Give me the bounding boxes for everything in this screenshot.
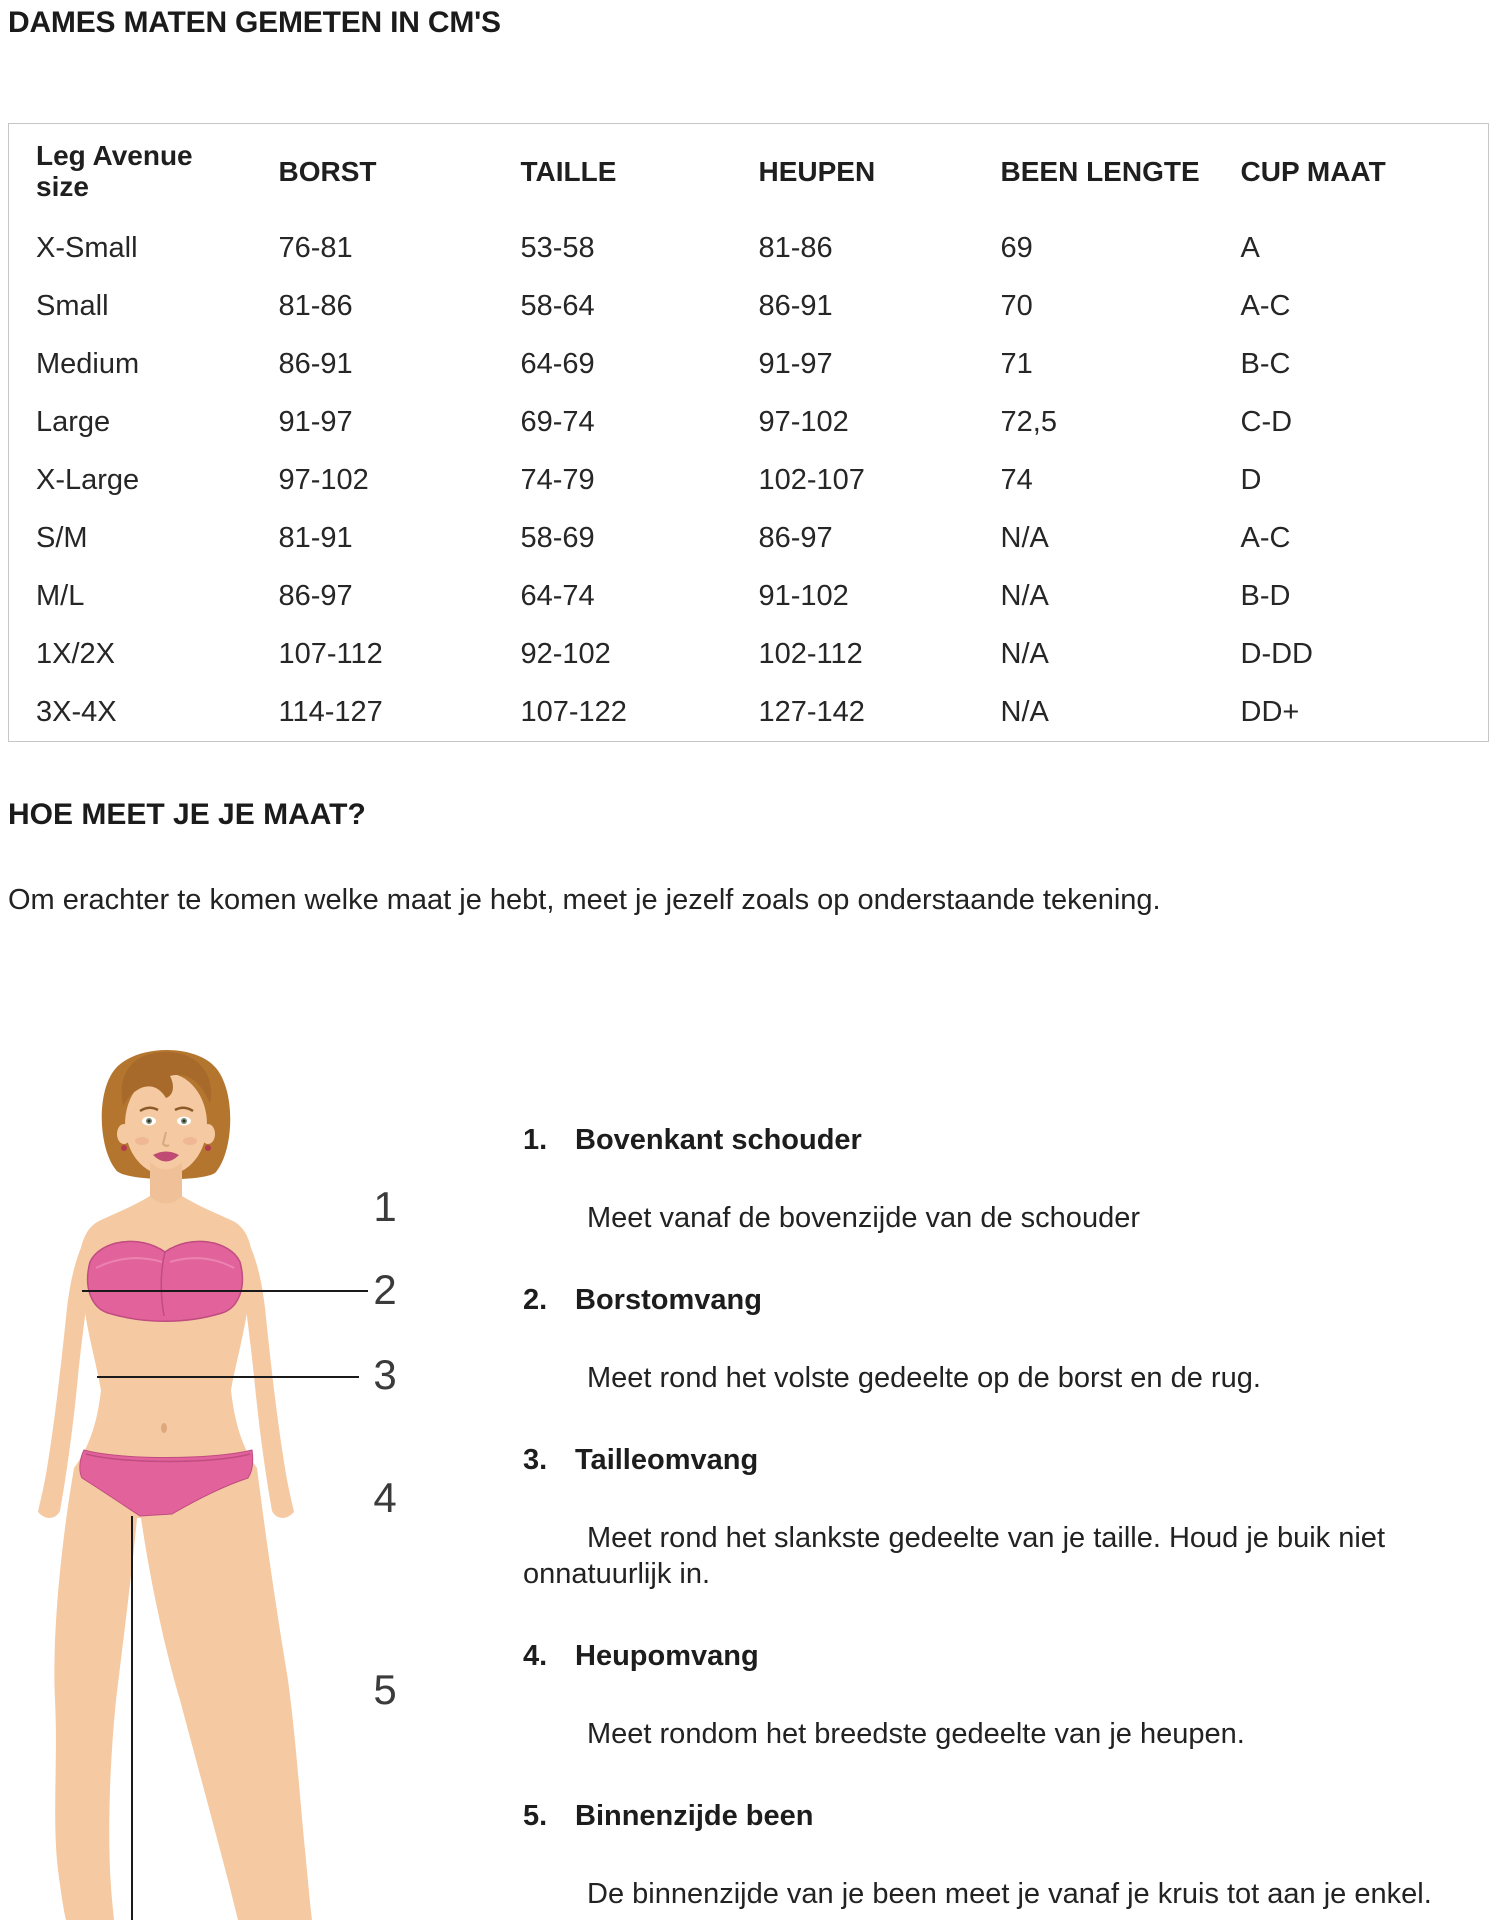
table-cell: 102-112 (758, 638, 863, 670)
table-cell: 91-102 (758, 580, 849, 612)
table-cell: 114-127 (278, 695, 383, 728)
step-number: 3. (523, 1444, 548, 1476)
table-cell: N/A (1000, 695, 1049, 728)
table-cell: 3X-4X (36, 695, 117, 728)
table-cell: D (1240, 464, 1262, 496)
table-cell: 97-102 (278, 464, 369, 496)
table-cell: C-D (1240, 406, 1293, 438)
step-title: Borstomvang (575, 1284, 762, 1316)
step-number: 5. (523, 1800, 548, 1832)
table-cell: 81-86 (758, 232, 833, 264)
table-cell: X-Small (36, 232, 138, 264)
table-cell: 53-58 (520, 232, 595, 264)
table-cell: 69 (1000, 232, 1033, 264)
table-cell: 107-112 (278, 638, 383, 670)
size-table-body (9, 220, 1489, 742)
column-header: HEUPEN (758, 155, 876, 187)
table-cell: 102-107 (758, 464, 865, 496)
figure-marker-1: 1 (373, 1183, 397, 1230)
table-row (9, 510, 1489, 568)
step-item (523, 1282, 1488, 1396)
table-cell: B-C (1240, 348, 1291, 380)
column-header: BORST (278, 155, 377, 187)
table-cell: 92-102 (520, 638, 611, 670)
table-cell: 97-102 (758, 406, 849, 438)
table-cell: 86-91 (278, 348, 353, 380)
size-table-header-row (9, 124, 1489, 220)
table-cell: 70 (1000, 290, 1033, 322)
table-cell: 64-74 (520, 580, 595, 612)
table-cell: X-Large (36, 464, 140, 496)
measurement-line-bust (82, 1290, 368, 1292)
step-title: Heupomvang (575, 1640, 759, 1672)
table-cell: N/A (1000, 580, 1049, 612)
figure-marker-4: 4 (373, 1474, 397, 1521)
table-row (9, 626, 1489, 684)
table-cell: 1X/2X (36, 638, 115, 670)
page-title: DAMES MATEN GEMETEN IN CM'S (8, 6, 501, 39)
table-cell: 91-97 (278, 406, 353, 438)
step-title: Bovenkant schouder (575, 1124, 862, 1156)
measurement-line-waist (97, 1376, 359, 1378)
figure-marker-3: 3 (373, 1351, 397, 1398)
table-cell: 91-97 (758, 348, 833, 380)
table-cell: 64-69 (520, 348, 595, 380)
table-cell: B-D (1240, 580, 1291, 612)
table-cell: 69-74 (520, 406, 595, 438)
table-cell: 71 (1000, 348, 1033, 380)
measure-steps (523, 1122, 1488, 1920)
table-row (9, 394, 1489, 452)
step-item (523, 1638, 1488, 1752)
table-cell: 86-97 (758, 522, 833, 554)
step-description: De binnenzijde van je been meet je vanaf je kruis tot aan je enkel. (587, 1878, 1432, 1910)
figure-marker-2: 2 (373, 1266, 397, 1313)
column-header: CUP MAAT (1240, 155, 1386, 187)
table-cell: A-C (1240, 522, 1291, 554)
table-cell: Medium (36, 348, 140, 380)
table-row (9, 336, 1489, 394)
step-title: Binnenzijde been (575, 1800, 814, 1832)
step-description: Meet rond het volste gedeelte op de borst en de rug. (587, 1362, 1261, 1394)
step-description: Meet rond het slankste gedeelte van je taille. Houd je buik niet onnatuurlijk in. (523, 1522, 1385, 1590)
table-cell: Small (36, 290, 109, 322)
woman-figure-illustration (0, 1040, 420, 1920)
table-cell: 72,5 (1000, 406, 1057, 438)
table-cell: 74 (1000, 464, 1033, 496)
column-header: BEEN LENGTE (1000, 155, 1200, 187)
step-number: 2. (523, 1284, 548, 1316)
table-row (9, 568, 1489, 626)
table-cell: 58-64 (520, 290, 595, 322)
table-row (9, 452, 1489, 510)
table-cell: D-DD (1240, 638, 1313, 670)
table-cell: 127-142 (758, 695, 865, 728)
table-cell: A (1240, 232, 1260, 264)
measurement-line-inseam (131, 1516, 133, 1920)
table-cell: 86-97 (278, 580, 353, 612)
step-title: Tailleomvang (575, 1444, 759, 1476)
size-table (8, 123, 1489, 742)
table-row (9, 684, 1489, 742)
step-description: Meet rondom het breedste gedeelte van je heupen. (587, 1718, 1245, 1750)
step-number: 1. (523, 1124, 548, 1156)
table-cell: S/M (36, 522, 88, 554)
intro-paragraph: Om erachter te komen welke maat je hebt, meet je jezelf zoals op onderstaande tekening. (8, 884, 1161, 916)
table-cell: 58-69 (520, 522, 595, 554)
table-cell: N/A (1000, 638, 1049, 670)
step-description: Meet vanaf de bovenzijde van de schouder (587, 1202, 1140, 1234)
table-cell: 74-79 (520, 464, 595, 496)
table-cell: M/L (36, 580, 85, 612)
column-header: Leg Avenue size (36, 140, 193, 203)
step-item (523, 1122, 1488, 1236)
table-cell: 81-86 (278, 290, 353, 322)
table-cell: A-C (1240, 290, 1291, 322)
step-item (523, 1798, 1488, 1912)
table-cell: 81-91 (278, 522, 353, 554)
table-cell: DD+ (1240, 695, 1300, 728)
table-cell: N/A (1000, 522, 1049, 554)
step-number: 4. (523, 1640, 548, 1672)
step-item (523, 1442, 1488, 1592)
table-cell: Large (36, 406, 111, 438)
how-to-heading: HOE MEET JE JE MAAT? (8, 798, 366, 831)
table-cell: 76-81 (278, 232, 353, 264)
column-header: TAILLE (520, 155, 617, 187)
table-row (9, 278, 1489, 336)
table-row (9, 220, 1489, 278)
table-cell: 107-122 (520, 695, 627, 728)
figure-marker-5: 5 (373, 1666, 397, 1713)
table-cell: 86-91 (758, 290, 833, 322)
